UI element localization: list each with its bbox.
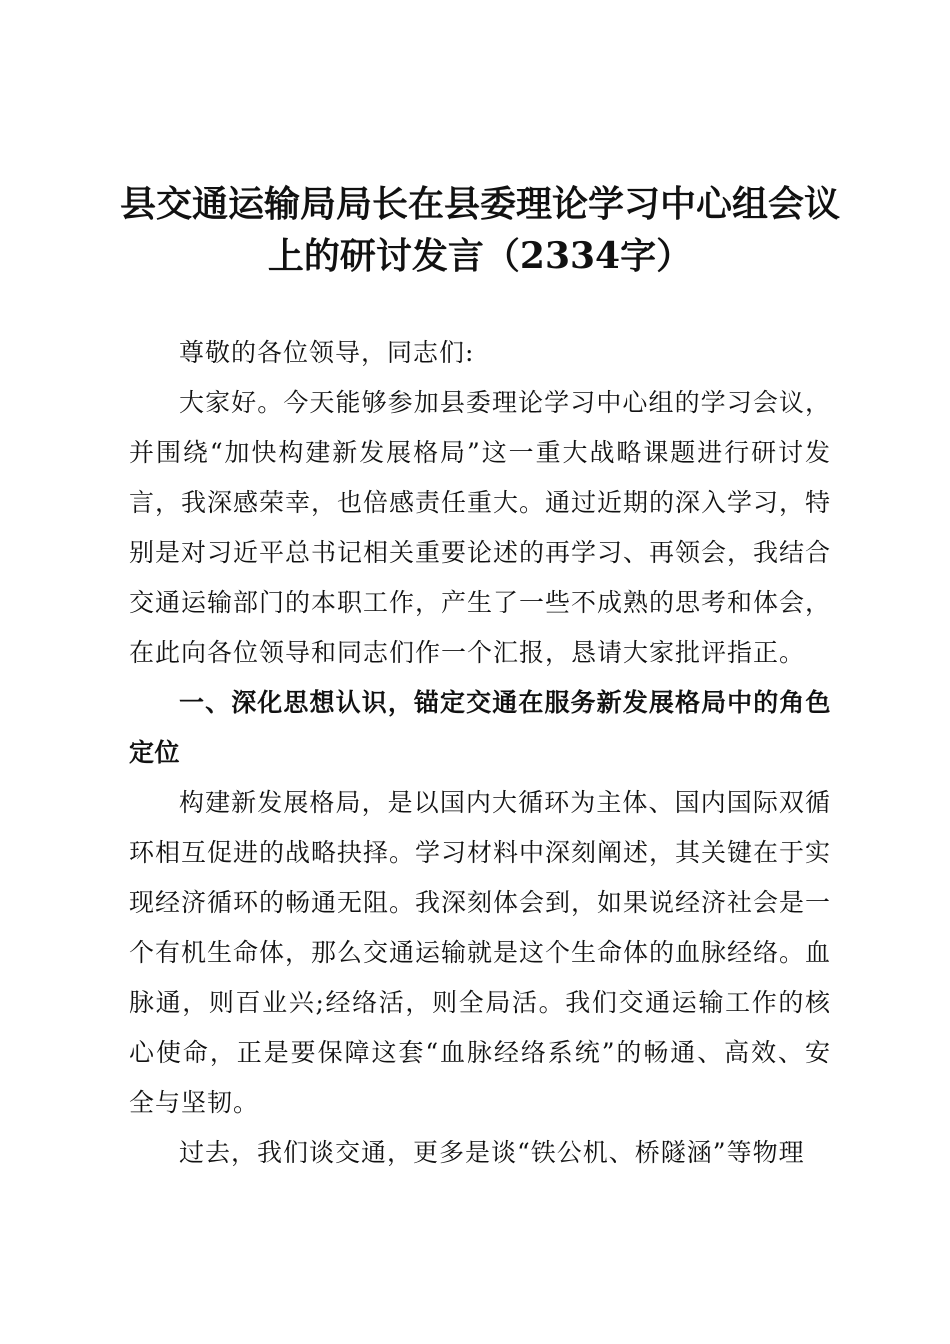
title-line-1: 县交通运输局局长在县委理论学习中心组会议: [119, 183, 840, 225]
intro-paragraph: 大家好。今天能够参加县委理论学习中心组的学习会议，并围绕“加快构建新发展格局”这一重大战略课题进行研讨发言，我深感荣幸，也倍感责任重大。通过近期的深入学习，特别是对习近平总书记相关重要论述的再学习、再领会，我结合交通运输部门的本职工作，产生了一些不成熟的思考和体会，在此向各位领导和同志们作一个汇报，恳请大家批评指正。: [129, 388, 832, 667]
title-line-2: 上的研讨发言（2334字）: [267, 235, 693, 277]
body-paragraph-continued: 过去，我们谈交通，更多是谈“铁公机、桥隧涵”等物理: [179, 1138, 805, 1167]
body-paragraph: 构建新发展格局，是以国内大循环为主体、国内国际双循环相互促进的战略抉择。学习材料中深刻阐述，其关键在于实现经济循环的畅通无阻。我深刻体会到，如果说经济社会是一个有机生命体，那么交通运输就是这个生命体的血脉经络。血脉通，则百业兴;经络活，则全局活。我们交通运输工作的核心使命，正是要保障这套“血脉经络系统”的畅通、高效、安全与坚韧。: [129, 788, 832, 1117]
section-heading-1: 一、深化思想认识，锚定交通在服务新发展格局中的角色定位: [129, 688, 831, 767]
document-title: [110, 178, 850, 282]
salutation: 尊敬的各位领导，同志们:: [179, 338, 475, 367]
document-body: [129, 328, 831, 1178]
